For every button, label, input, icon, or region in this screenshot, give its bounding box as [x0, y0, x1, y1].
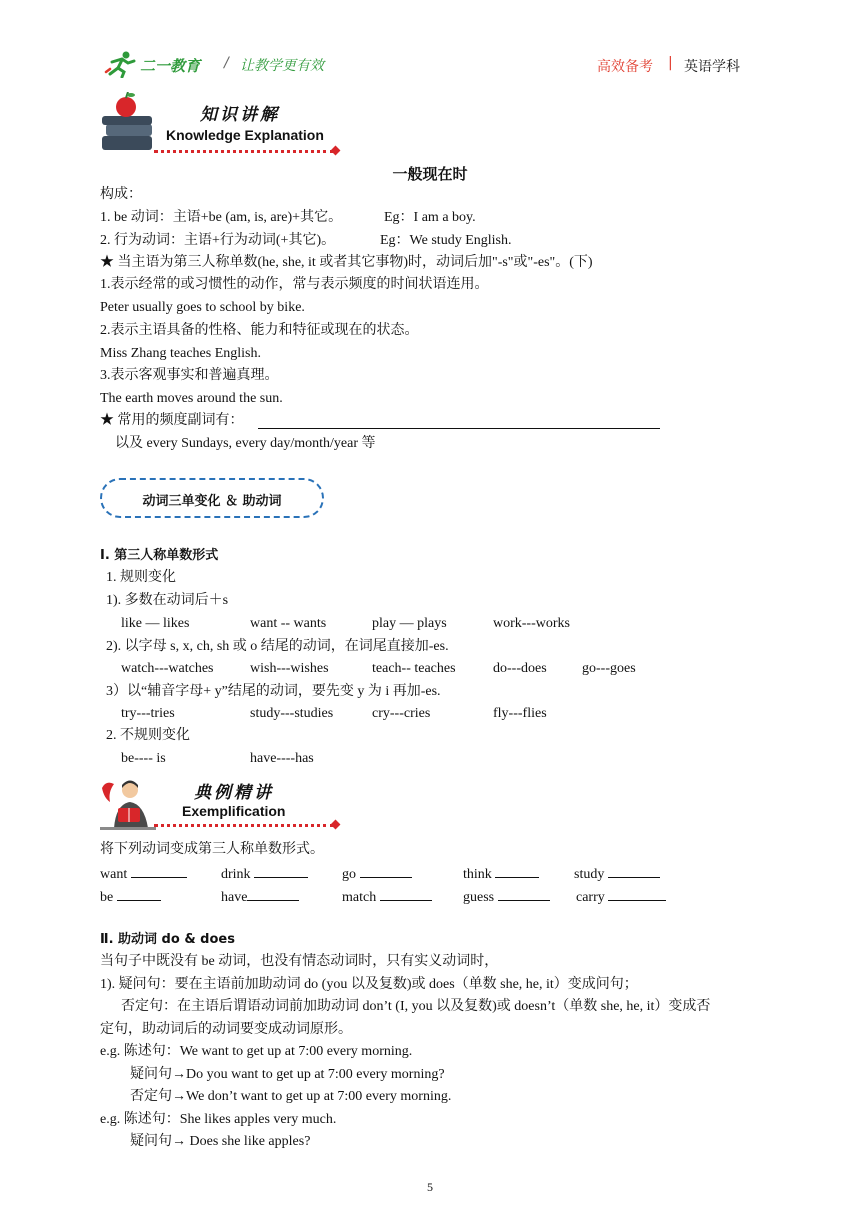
- page-title: 一般现在时: [392, 165, 468, 183]
- verb-pair: cry---cries: [372, 706, 431, 721]
- section-auxiliary-title: Ⅱ. 助动词 do & does: [100, 932, 235, 947]
- example-2-statement: e.g. 陈述句：She likes apples very much.: [100, 1112, 337, 1127]
- exemplification-title-cn: 典例精讲: [194, 783, 274, 803]
- rule-add-s: 1). 多数在动词后＋s: [106, 593, 229, 608]
- page-number: 5: [427, 1180, 433, 1194]
- usage-2: 2.表示主语具备的性格、能力和特征或现在的状态。: [100, 323, 419, 338]
- regular-change-heading: 1. 规则变化: [106, 570, 176, 585]
- exercise-word: match: [342, 890, 377, 905]
- knowledge-title-cn: 知识讲解: [200, 105, 280, 125]
- knowledge-title-en: Knowledge Explanation: [166, 127, 324, 143]
- exercise-item: [100, 863, 187, 884]
- exercise-word: want: [100, 867, 128, 882]
- answer-blank[interactable]: [254, 863, 308, 878]
- rule-action-example: Eg：We study English.: [380, 233, 512, 248]
- apple-books-icon: [100, 92, 160, 156]
- exercise-item: [221, 886, 299, 907]
- frequency-adverbs-label: ★ 常用的频度副词有：: [100, 413, 244, 428]
- answer-blank[interactable]: [608, 863, 660, 878]
- exemplification-dotted-line: [154, 824, 334, 827]
- auxiliary-negative-rule: 否定句：在主语后谓语动词前加助动词 don’t (I, you 以及复数)或 doesn’t（单数 she, he, it）变成否: [121, 999, 711, 1014]
- verb-pair: teach-- teaches: [372, 661, 456, 676]
- usage-1: 1.表示经常的或习惯性的动作，常与表示频度的时间状语连用。: [100, 277, 489, 292]
- frequency-adverbs-blank[interactable]: [258, 428, 660, 429]
- exercise-word: have: [221, 890, 248, 905]
- example-2-question: 疑问句→ Does she like apples?: [130, 1134, 311, 1149]
- exercise-word: study: [574, 867, 605, 882]
- header-divider: /: [224, 55, 229, 71]
- usage-3-example: The earth moves around the sun.: [100, 391, 283, 406]
- exemplification-title-en: Exemplification: [182, 803, 286, 819]
- knowledge-dotted-line: [154, 150, 334, 153]
- auxiliary-question-rule: 1). 疑问句：要在主语前加助动词 do (you 以及复数)或 does（单数 she, he, it）变成问句；: [100, 977, 638, 992]
- verb-pair: want -- wants: [250, 616, 327, 631]
- exercise-item: [463, 886, 550, 907]
- exemplification-diamond: [331, 820, 341, 830]
- header: [100, 48, 760, 80]
- topic-pill: [100, 478, 324, 518]
- exercise-word: be: [100, 890, 114, 905]
- rule-be-verb: 1. be 动词：主语+be (am, is, are)+其它。: [100, 210, 343, 225]
- answer-blank[interactable]: [380, 886, 432, 901]
- usage-3: 3.表示客观事实和普遍真理。: [100, 368, 279, 383]
- exercise-item: [221, 863, 308, 884]
- verb-pair: play — plays: [372, 616, 447, 631]
- auxiliary-intro: 当句子中既没有 be 动词，也没有情态动词时，只有实义动词时，: [100, 954, 499, 969]
- rule-add-es: 2). 以字母 s, x, ch, sh 或 o 结尾的动词，在词尾直接加-es.: [106, 639, 449, 654]
- header-separator: |: [668, 55, 673, 71]
- verb-pair: try---tries: [121, 706, 175, 721]
- exercise-item: [342, 886, 432, 907]
- usage-1-example: Peter usually goes to school by bike.: [100, 300, 305, 315]
- composition-label: 构成：: [100, 187, 142, 202]
- verb-pair: study---studies: [250, 706, 334, 721]
- exercise-item: [100, 886, 161, 907]
- knowledge-diamond: [331, 146, 341, 156]
- verb-pair: have----has: [250, 751, 314, 766]
- header-slogan: 让教学更有效: [240, 58, 324, 74]
- verb-pair: like — likes: [121, 616, 190, 631]
- frequency-adverbs-extra: 以及 every Sundays, every day/month/year 等: [115, 436, 376, 451]
- example-1-statement: e.g. 陈述句：We want to get up at 7:00 every morning.: [100, 1044, 413, 1059]
- exemplification-banner: [100, 776, 350, 834]
- verb-pair: wish---wishes: [250, 661, 329, 676]
- knowledge-banner: [100, 92, 350, 162]
- topic-pill-label: 动词三单变化 ＆ 助动词: [142, 494, 282, 509]
- example-1-negative: 否定句→We don’t want to get up at 7:00 every morning.: [130, 1089, 452, 1104]
- verb-pair: do---does: [493, 661, 547, 676]
- answer-blank[interactable]: [117, 886, 161, 901]
- reading-teacher-icon: [100, 778, 156, 830]
- exercise-item: [463, 863, 539, 884]
- answer-blank[interactable]: [608, 886, 666, 901]
- usage-2-example: Miss Zhang teaches English.: [100, 346, 261, 361]
- verb-pair: fly---flies: [493, 706, 547, 721]
- exercise-word: carry: [576, 890, 605, 905]
- answer-blank[interactable]: [498, 886, 550, 901]
- verb-pair: watch---watches: [121, 661, 214, 676]
- logo-runner-icon: [104, 50, 138, 78]
- answer-blank[interactable]: [131, 863, 187, 878]
- exercise-item: [342, 863, 412, 884]
- exercise-word: drink: [221, 867, 251, 882]
- verb-pair: be---- is: [121, 751, 166, 766]
- rule-be-example: Eg：I am a boy.: [384, 210, 476, 225]
- exercise-item: [576, 886, 666, 907]
- auxiliary-negative-rule-cont: 定句，助动词后的动词要变成动词原形。: [100, 1022, 352, 1037]
- verb-pair: work---works: [493, 616, 570, 631]
- header-exam-label: 高效备考: [597, 59, 653, 75]
- third-person-note: ★ 当主语为第三人称单数(he, she, it 或者其它事物)时，动词后加"-s"或"-es"。(下): [100, 255, 593, 270]
- exercise-word: guess: [463, 890, 495, 905]
- logo-text: 二一教育: [140, 57, 201, 75]
- exercise-prompt: 将下列动词变成第三人称单数形式。: [100, 842, 324, 857]
- answer-blank[interactable]: [360, 863, 412, 878]
- exercise-item: [574, 863, 660, 884]
- section-third-person-title: Ⅰ. 第三人称单数形式: [100, 548, 219, 563]
- rule-action-verb: 2. 行为动词：主语+行为动词(+其它)。: [100, 233, 336, 248]
- example-1-question: 疑问句→Do you want to get up at 7:00 every morning?: [130, 1067, 445, 1082]
- exercise-word: go: [342, 867, 356, 882]
- verb-pair: go---goes: [582, 661, 636, 676]
- exercise-word: think: [463, 867, 492, 882]
- header-subject: 英语学科: [684, 59, 740, 75]
- answer-blank[interactable]: [247, 886, 299, 901]
- irregular-change-heading: 2. 不规则变化: [106, 728, 190, 743]
- rule-y-to-ies: 3）以“辅音字母+ y”结尾的动词，要先变 y 为 i 再加-es.: [106, 684, 441, 699]
- answer-blank[interactable]: [495, 863, 539, 878]
